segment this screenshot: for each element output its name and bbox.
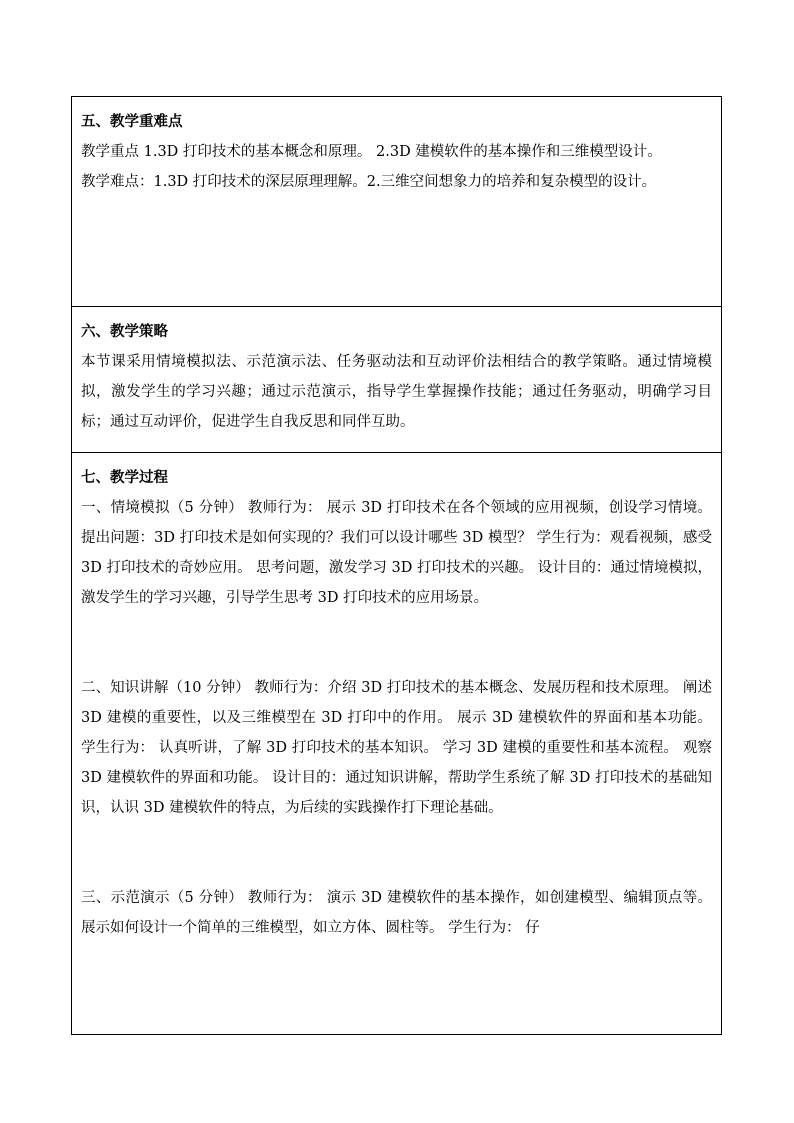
section-heading: 六、教学策略 [81,324,168,340]
strategy-text: 本节课采用情境模拟法、示范演示法、任务驱动法和互动评价法相结合的教学策略。通过情境模拟，激发学生的学习兴趣；通过示范演示，指导学生掌握操作技能；通过任务驱动，明确学习目标；通过互动评价，促进学生自我反思和同伴互助。 [81,354,712,430]
spacer [81,823,712,883]
process-step-1: 一、情境模拟（5 分钟） 教师行为： 展示 3D 打印技术在各个领域的应用视频，创设学习情境。 提出问题：3D 打印技术是如何实现的？我们可以设计哪些 3D 模型？ 学生行为：观看视频，感受 3D 打印技术的奇妙应用。 思考问题，激发学习 3D 打印技术的兴趣。 设计目的：通过情境模拟，激发学生的学习兴趣，引导学生思考 3D 打印技术的应用场景。 [81,500,712,606]
spacer [81,613,712,673]
process-step-2: 二、知识讲解（10 分钟） 教师行为：介绍 3D 打印技术的基本概念、发展历程和技术原理。 阐述 3D 建模的重要性，以及三维模型在 3D 打印中的作用。 展示 3D 建模软件的界面和基本功能。 学生行为： 认真听讲，了解 3D 打印技术的基本知识。 学习 3D 建模的重要性和基本流程。 观察 3D 建模软件的界面和功能。 设计目的：通过知识讲解，帮助学生系统了解 3D 打印技术的基础知识，认识 3D 建模软件的特点，为后续的实践操作打下理论基础。 [81,680,712,816]
section-teaching-strategy [72,306,721,452]
section-heading: 七、教学过程 [81,470,168,486]
key-points-text: 教学重点 1.3D 打印技术的基本概念和原理。 2.3D 建模软件的基本操作和三维模型设计。 [81,144,662,160]
difficult-points-text: 教学难点：1.3D 打印技术的深层原理理解。2.三维空间想象力的培养和复杂模型的设计。 [81,174,657,190]
process-step-3: 三、示范演示（5 分钟） 教师行为： 演示 3D 建模软件的基本操作，如创建模型、编辑顶点等。 展示如何设计一个简单的三维模型，如立方体、圆柱等。 学生行为： 仔 [81,890,712,936]
section-teaching-process [72,452,721,1034]
section-heading: 五、教学重难点 [81,114,183,130]
section-key-difficult-points [72,97,721,306]
lesson-plan-table [71,96,722,1035]
